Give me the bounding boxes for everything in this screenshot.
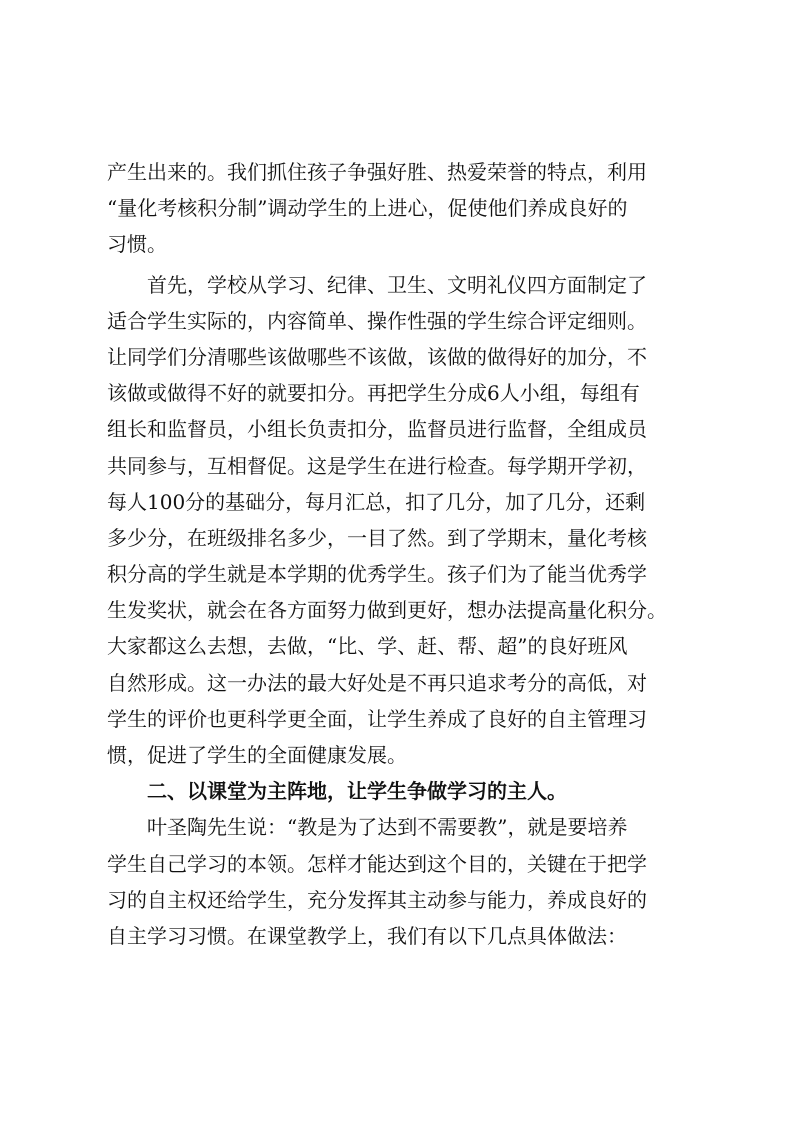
paragraph-line: 大家都这么去想，去做，“比、学、赶、帮、超”的良好班风 xyxy=(107,634,628,659)
paragraph-line: 积分高的学生就是本学期的优秀学生。孩子们为了能当优秀学 xyxy=(107,562,647,587)
paragraph-line: 自然形成。这一办法的最大好处是不再只追求考分的高低，对 xyxy=(107,670,647,695)
paragraph-line: 产生出来的。我们抓住孩子争强好胜、热爱荣誉的特点，利用 xyxy=(107,160,647,184)
paragraph-line: 让同学们分清哪些该做哪些不该做，该做的做得好的加分，不 xyxy=(107,344,647,369)
paragraph-line: 生发奖状，就会在各方面努力做到更好，想办法提高量化积分。 xyxy=(107,598,667,623)
paragraph-line: 叶圣陶先生说：“教是为了达到不需要教”，就是要培养 xyxy=(147,815,628,840)
paragraph-line: “量化考核积分制”调动学生的上进心，促使他们养成良好的 xyxy=(107,196,628,221)
paragraph-line: 习惯。 xyxy=(107,232,167,257)
paragraph-line: 学生自己学习的本领。怎样才能达到这个目的，关键在于把学 xyxy=(107,851,647,876)
paragraph-line: 首先，学校从学习、纪律、卫生、文明礼仪四方面制定了 xyxy=(147,272,647,297)
paragraph-line: 该做或做得不好的就要扣分。再把学生分成6人小组，每组有 xyxy=(107,381,640,406)
paragraph-line: 共同参与，互相督促。这是学生在进行检查。每学期开学初， xyxy=(107,453,647,478)
document-body xyxy=(107,154,687,954)
paragraph-line: 习的自主权还给学生，充分发挥其主动参与能力，养成良好的 xyxy=(107,887,647,912)
paragraph-line: 多少分，在班级排名多少，一目了然。到了学期末，量化考核 xyxy=(107,525,647,550)
paragraph-line: 学生的评价也更科学更全面，让学生养成了良好的自主管理习 xyxy=(107,706,647,731)
paragraph-line: 惯，促进了学生的全面健康发展。 xyxy=(107,743,407,767)
section-heading: 二、以课堂为主阵地，让学生争做学习的主人。 xyxy=(147,779,567,804)
paragraph-line: 组长和监督员，小组长负责扣分，监督员进行监督，全组成员 xyxy=(107,417,647,442)
paragraph-line: 适合学生实际的，内容简单、操作性强的学生综合评定细则。 xyxy=(107,308,647,333)
paragraph-line: 自主学习习惯。在课堂教学上，我们有以下几点具体做法： xyxy=(107,923,627,948)
paragraph-line: 每人100分的基础分，每月汇总，扣了几分，加了几分，还剩 xyxy=(107,489,646,514)
